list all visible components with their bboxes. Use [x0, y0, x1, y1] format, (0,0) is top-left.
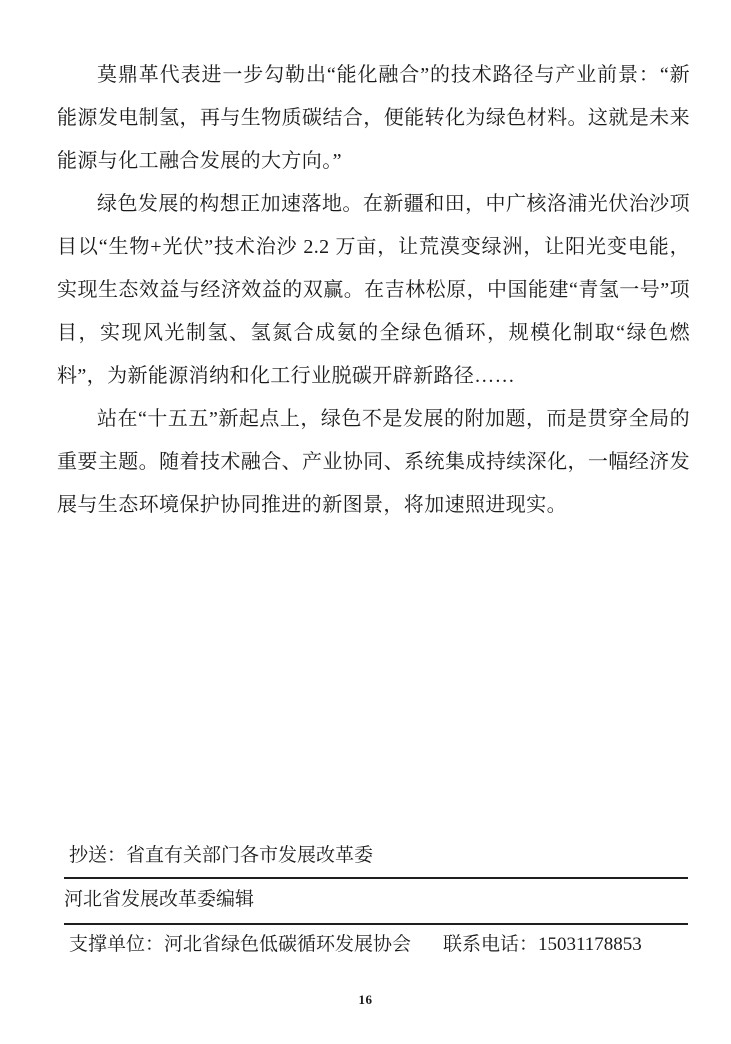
editor-line: 河北省发展改革委编辑 — [64, 889, 255, 910]
body-paragraph-1: 莫鼎革代表进一步勾勒出“能化融合”的技术路径与产业前景：“新能源发电制氢，再与生物质碳结合，便能转化为绿色材料。这就是未来能源与化工融合发展的大方向。” — [57, 64, 690, 172]
support-line — [64, 934, 688, 956]
page-number: 16 — [358, 992, 373, 1007]
document-body — [57, 54, 690, 527]
document-footer — [64, 845, 688, 956]
body-paragraph-3: 站在“十五五”新起点上，绿色不是发展的附加题，而是贯穿全局的重要主题。随着技术融合、产业协同、系统集成持续深化，一幅经济发展与生态环境保护协同推进的新图景，将加速照进现实。 — [57, 408, 690, 516]
contact-phone-label: 联系电话：15031178853 — [443, 934, 642, 955]
support-unit-label: 支撑单位：河北省绿色低碳循环发展协会 — [69, 934, 412, 955]
footer-divider-top — [64, 877, 688, 879]
body-paragraph-2: 绿色发展的构想正加速落地。在新疆和田，中广核洛浦光伏治沙项目以“生物+光伏”技术治沙 2.2 万亩，让荒漠变绿洲，让阳光变电能，实现生态效益与经济效益的双赢。在吉林松原，中国能建“青氢一号”项目，实现风光制氢、氢氮合成氨的全绿色循环，规模化制取“绿色燃料”，为新能源消纳和化工行业脱碳开辟新路径…… — [57, 193, 690, 387]
cc-line: 抄送：省直有关部门各市发展改革委 — [69, 845, 374, 866]
footer-divider-bottom — [64, 923, 688, 925]
